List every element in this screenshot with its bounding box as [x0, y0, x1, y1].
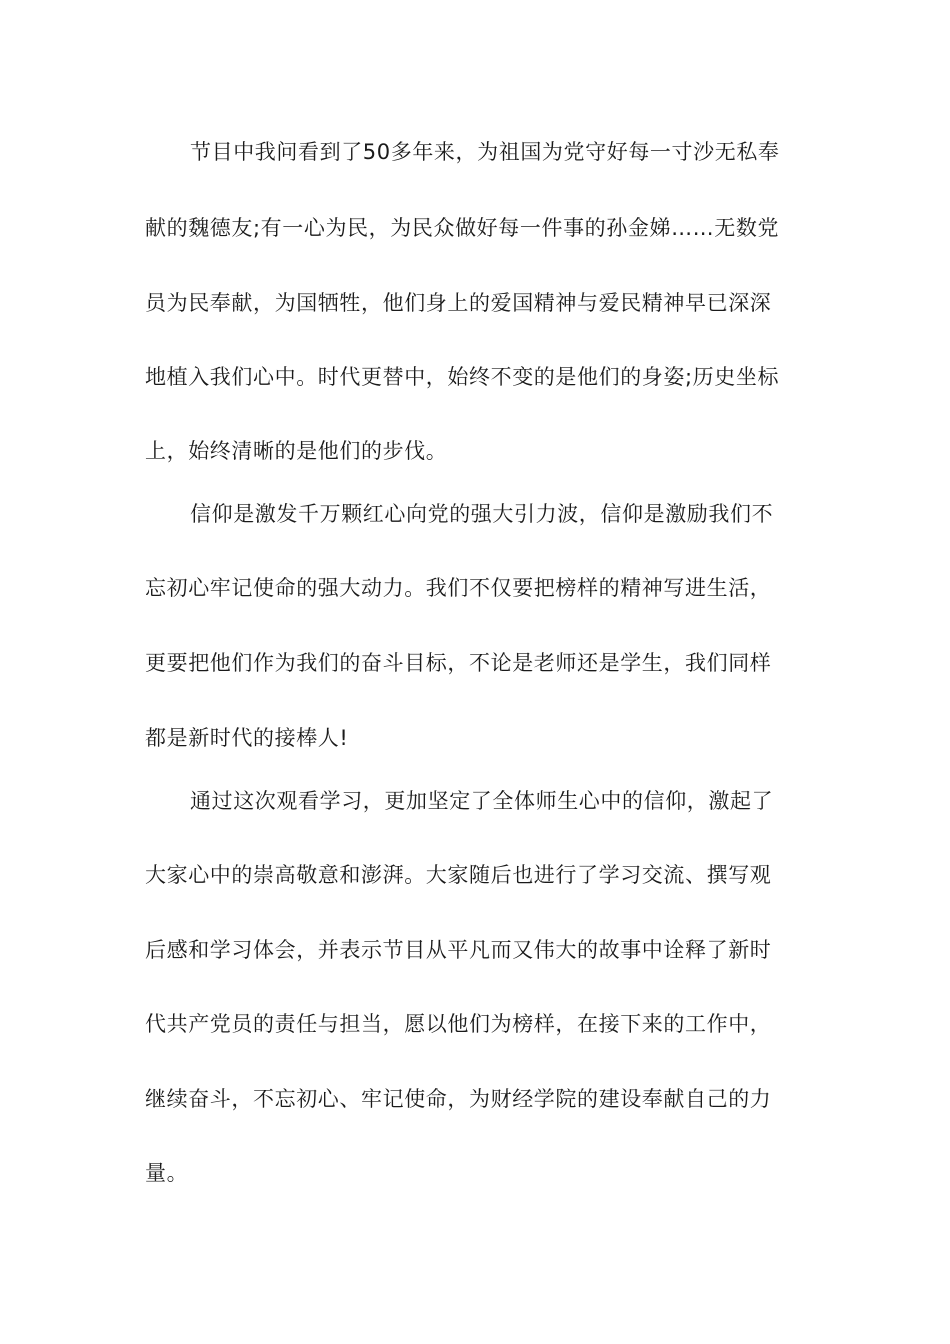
paragraph-line: 忘初心牢记使命的强大动力。我们不仅要把榜样的精神写进生活，	[145, 576, 772, 600]
paragraph-line: 通过这次观看学习，更加坚定了全体师生心中的信仰，激起了	[190, 789, 774, 813]
paragraph-line: 量。	[145, 1161, 189, 1185]
paragraph-line: 员为民奉献，为国牺牲，他们身上的爱国精神与爱民精神早已深深	[145, 291, 772, 315]
paragraph-line: 节目中我问看到了50多年来，为祖国为党守好每一寸沙无私奉	[190, 140, 780, 164]
paragraph-line: 都是新时代的接棒人!	[145, 726, 349, 750]
paragraph-line: 地植入我们心中。时代更替中，始终不变的是他们的身姿;历史坐标	[145, 365, 780, 389]
paragraph-line: 后感和学习体会，并表示节目从平凡而又伟大的故事中诠释了新时	[145, 938, 772, 962]
paragraph-line: 献的魏德友;有一心为民，为民众做好每一件事的孙金娣……无数党	[145, 216, 780, 240]
paragraph-line: 上，始终清晰的是他们的步伐。	[145, 439, 448, 463]
paragraph-line: 继续奋斗，不忘初心、牢记使命，为财经学院的建设奉献自己的力	[145, 1087, 772, 1111]
paragraph-line: 大家心中的崇高敬意和澎湃。大家随后也进行了学习交流、撰写观	[145, 863, 772, 887]
paragraph-line: 更要把他们作为我们的奋斗目标，不论是老师还是学生，我们同样	[145, 651, 772, 675]
paragraph-line: 信仰是激发千万颗红心向党的强大引力波，信仰是激励我们不	[190, 502, 774, 526]
paragraph-line: 代共产党员的责任与担当，愿以他们为榜样，在接下来的工作中，	[145, 1012, 772, 1036]
